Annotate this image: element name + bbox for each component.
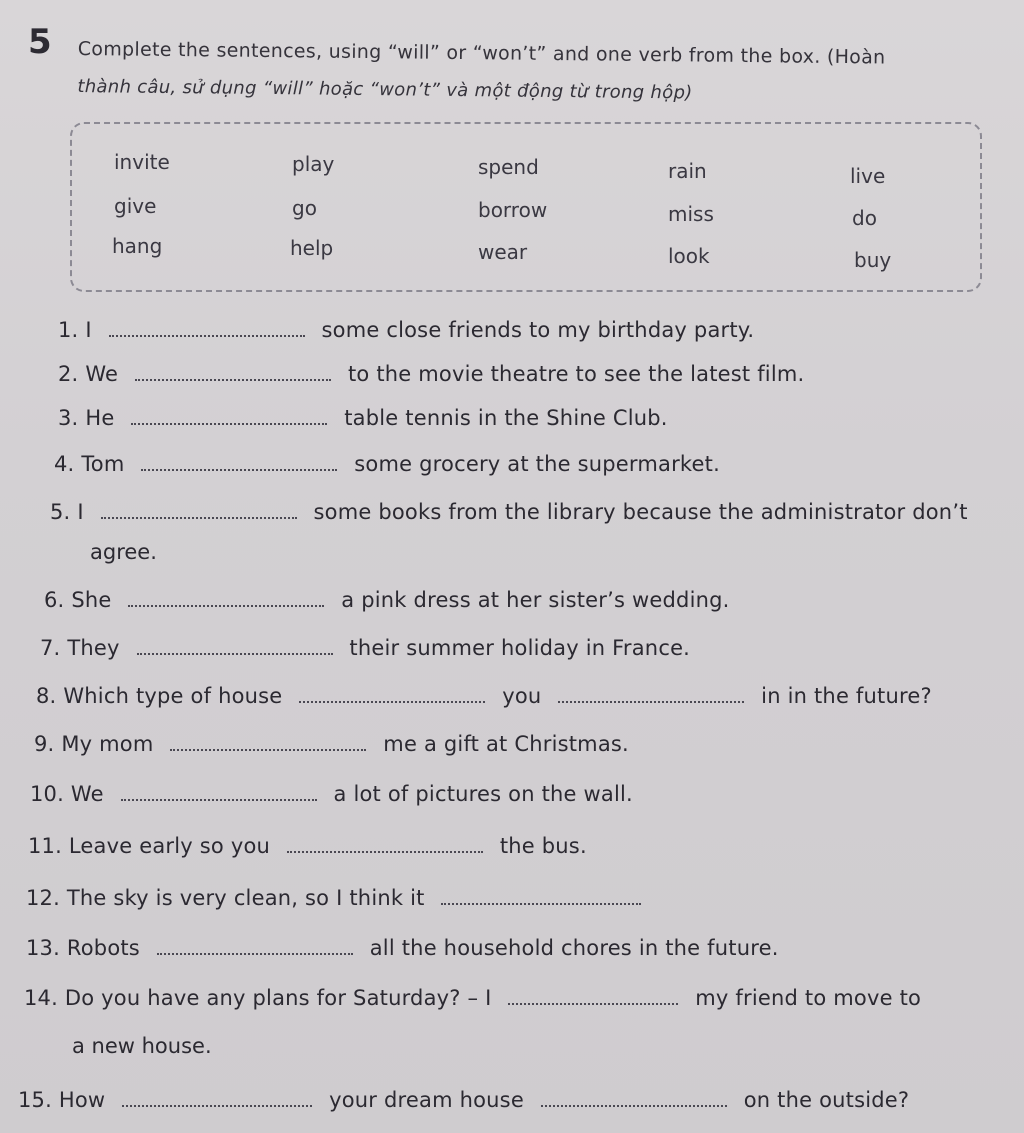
sentence-5-continuation: agree. bbox=[90, 540, 157, 564]
sentence-end: some close friends to my birthday party. bbox=[321, 318, 755, 342]
word-box-item: hang bbox=[112, 234, 163, 258]
sentence-number: 5. bbox=[50, 500, 71, 524]
sentence-6 bbox=[44, 588, 730, 612]
sentence-number: 7. bbox=[40, 636, 61, 660]
sentence-3 bbox=[58, 406, 668, 430]
sentence-14-continuation: a new house. bbox=[72, 1034, 212, 1058]
sentence-11 bbox=[28, 834, 587, 858]
sentence-start: My mom bbox=[61, 732, 154, 756]
sentence-end: on the outside? bbox=[743, 1088, 910, 1112]
answer-blank[interactable] bbox=[122, 1091, 312, 1107]
sentence-number: 12. bbox=[26, 886, 60, 910]
sentence-number: 9. bbox=[34, 732, 55, 756]
word-box-item: miss bbox=[668, 202, 714, 226]
sentence-start: How bbox=[58, 1088, 106, 1112]
sentence-number: 6. bbox=[44, 588, 65, 612]
word-box-item: spend bbox=[478, 155, 539, 179]
sentence-end: their summer holiday in France. bbox=[349, 636, 691, 660]
sentence-2 bbox=[58, 362, 804, 386]
sentence-number: 3. bbox=[58, 406, 79, 430]
sentence-number: 14. bbox=[24, 986, 58, 1010]
word-box-item: invite bbox=[114, 150, 170, 174]
answer-blank[interactable] bbox=[299, 687, 485, 703]
sentence-middle: you bbox=[502, 684, 542, 708]
answer-blank[interactable] bbox=[541, 1091, 727, 1107]
answer-blank[interactable] bbox=[441, 889, 641, 905]
sentence-7 bbox=[40, 636, 690, 660]
answer-blank[interactable] bbox=[131, 409, 327, 425]
word-box-item: buy bbox=[854, 248, 892, 272]
word-box-item: borrow bbox=[478, 198, 548, 222]
sentence-end: my friend to move to bbox=[695, 986, 922, 1010]
sentence-13 bbox=[26, 936, 779, 960]
sentence-start: I bbox=[77, 500, 84, 524]
sentence-end: the bus. bbox=[499, 834, 587, 858]
instruction-english: Complete the sentences, using “will” or “won’t” and one verb from the box. (Hoàn bbox=[77, 37, 886, 69]
sentence-start: Which type of house bbox=[63, 684, 283, 708]
answer-blank[interactable] bbox=[558, 687, 744, 703]
sentence-number: 1. bbox=[58, 318, 79, 342]
word-box-item: do bbox=[852, 206, 877, 230]
answer-blank[interactable] bbox=[121, 785, 317, 801]
answer-blank[interactable] bbox=[141, 455, 337, 471]
sentence-end: to the movie theatre to see the latest film. bbox=[347, 362, 805, 386]
sentence-1 bbox=[58, 318, 754, 342]
word-box-item: look bbox=[668, 244, 710, 268]
sentence-number: 2. bbox=[58, 362, 79, 386]
answer-blank[interactable] bbox=[137, 639, 333, 655]
sentence-4 bbox=[54, 452, 720, 476]
sentence-5 bbox=[50, 500, 968, 524]
sentence-9 bbox=[34, 732, 629, 756]
sentence-10 bbox=[30, 782, 633, 806]
sentence-end: a lot of pictures on the wall. bbox=[333, 782, 633, 806]
sentence-8 bbox=[36, 684, 932, 708]
sentence-end: a pink dress at her sister’s wedding. bbox=[341, 588, 730, 612]
word-box-item: give bbox=[114, 194, 157, 218]
sentence-number: 15. bbox=[18, 1088, 52, 1112]
sentence-end: some grocery at the supermarket. bbox=[354, 452, 720, 476]
sentence-start: They bbox=[67, 636, 120, 660]
verb-word-box bbox=[70, 122, 982, 292]
sentence-12 bbox=[26, 886, 651, 910]
answer-blank[interactable] bbox=[128, 591, 324, 607]
answer-blank[interactable] bbox=[508, 989, 678, 1005]
sentence-start: She bbox=[71, 588, 112, 612]
sentence-end: me a gift at Christmas. bbox=[383, 732, 629, 756]
word-box-item: wear bbox=[478, 240, 528, 264]
word-box-item: go bbox=[292, 196, 317, 220]
sentence-15 bbox=[18, 1088, 909, 1112]
sentence-14 bbox=[24, 986, 921, 1010]
sentence-start: Tom bbox=[81, 452, 125, 476]
sentence-end: all the household chores in the future. bbox=[369, 936, 779, 960]
answer-blank[interactable] bbox=[287, 837, 483, 853]
answer-blank[interactable] bbox=[170, 735, 366, 751]
instruction-vietnamese: thành câu, sử dụng “will” hoặc “won’t” và một động từ trong hộp) bbox=[77, 75, 693, 104]
sentence-start: We bbox=[70, 782, 104, 806]
sentence-number: 13. bbox=[26, 936, 60, 960]
exercise-instruction bbox=[77, 30, 998, 116]
sentence-start: I bbox=[85, 318, 92, 342]
sentence-start: Leave early so you bbox=[68, 834, 271, 858]
word-box-item: live bbox=[850, 164, 886, 188]
sentence-number: 11. bbox=[28, 834, 62, 858]
answer-blank[interactable] bbox=[135, 365, 331, 381]
sentence-middle: your dream house bbox=[329, 1088, 524, 1112]
sentence-start: We bbox=[85, 362, 119, 386]
word-box-item: play bbox=[292, 152, 335, 176]
sentence-end: table tennis in the Shine Club. bbox=[344, 406, 668, 430]
exercise-number: 5 bbox=[28, 22, 52, 62]
answer-blank[interactable] bbox=[109, 321, 305, 337]
word-box-item: help bbox=[290, 236, 334, 260]
sentence-end: in in the future? bbox=[761, 684, 932, 708]
sentence-start: He bbox=[85, 406, 115, 430]
sentence-start: The sky is very clean, so I think it bbox=[66, 886, 425, 910]
answer-blank[interactable] bbox=[101, 503, 297, 519]
word-box-item: rain bbox=[668, 159, 707, 183]
sentence-start: Robots bbox=[66, 936, 140, 960]
sentence-number: 8. bbox=[36, 684, 57, 708]
answer-blank[interactable] bbox=[157, 939, 353, 955]
sentence-number: 10. bbox=[30, 782, 64, 806]
sentence-start: Do you have any plans for Saturday? – I bbox=[64, 986, 492, 1010]
sentence-end: some books from the library because the administrator don’t bbox=[313, 500, 968, 524]
sentence-number: 4. bbox=[54, 452, 75, 476]
